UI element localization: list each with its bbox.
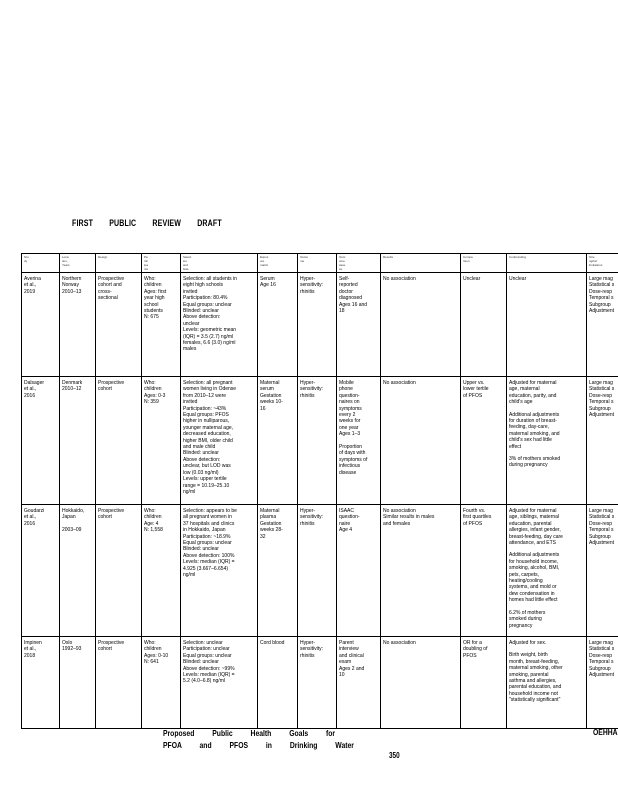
cell-selection: Selection: all students in eight high schools invited Participation: 80.4% Equal groups: unclear Blinded: unclear Above detection: unclear Levels: geometric mean (IQR) = 3.5 (2.7) ng/ml females, 6.6 (3.0) ng/ml males xyxy=(181,273,258,377)
footer-title xyxy=(163,727,354,751)
confounding-paragraph: 3% of mothers smoked during pregnancy xyxy=(509,456,561,469)
column-header: Design xyxy=(96,254,142,273)
cell-exposure: Serum Age 16 xyxy=(258,273,298,377)
cell-outcome: Hyper- sensitivity: rhinitis xyxy=(298,505,337,637)
cell-assessment: Self- reported doctor diagnosed Ages 16 and 18 xyxy=(337,273,381,377)
cell-assessment: Mobile phone question- naires on symptoms every 2 weeks for one year Ages 1–3 Proportion of days with symptoms of infectious disease xyxy=(337,377,381,505)
confounding-paragraph: Additional adjustments for duration of breast- feeding, day-care, maternal smoking, and child's sex had little effect xyxy=(509,411,560,450)
cell-comparison: OR for a doubling of PFOS xyxy=(461,637,507,729)
cell-design: Prospective cohort xyxy=(96,505,142,637)
footer-line-1: Proposed Public Health Goals for xyxy=(163,728,336,738)
cell-study: Goudarzi et al., 2016 xyxy=(22,505,60,637)
cell-confounding xyxy=(507,273,587,377)
confounding-paragraph: 6.2% of mothers smoked during pregnancy xyxy=(509,609,546,629)
cell-design: Prospective cohort and cross- sectional xyxy=(96,273,142,377)
cell-comparison: Unclear xyxy=(461,273,507,377)
confounding-paragraph: Adjusted for maternal age, maternal education, parity, and child's age xyxy=(509,380,557,406)
cell-comparison: Upper vs. lower tertile of PFOS xyxy=(461,377,507,505)
cell-confounding xyxy=(507,505,587,637)
cell-strengths: Large mag Statistical s Dose-resp Temporal s Subgroup Adjustment xyxy=(587,273,618,377)
cell-design: Prospective cohort xyxy=(96,637,142,729)
cell-study: Dalsager et al., 2016 xyxy=(22,377,60,505)
column-header: Expos ure matrix xyxy=(258,254,298,273)
column-header: Select ion and bias xyxy=(181,254,258,273)
column-header: Compa rison xyxy=(461,254,507,273)
column-header: Outco me xyxy=(298,254,337,273)
cell-outcome: Hyper- sensitivity: rhinitis xyxy=(298,273,337,377)
cell-assessment: ISAAC question- naire Age 4 xyxy=(337,505,381,637)
confounding-paragraph: Unclear xyxy=(509,276,527,282)
cell-location: Oslo 1992–93 xyxy=(60,637,96,729)
column-header: Results xyxy=(381,254,461,273)
confounding-paragraph: Adjusted for sex. xyxy=(509,640,547,646)
cell-participants: Who: children Ages: first year high school students N: 675 xyxy=(142,273,181,377)
cell-selection: Selection: appears to be all pregnant women in 37 hospitals and clinics in Hokkaido, Japan Participation: ~18.9% Equal groups: unclear Blinded: unclear Above detection: 100% Levels: median (IQR) = 4.925 (3.667–6.654) ng/ml xyxy=(181,505,258,637)
cell-results: No association xyxy=(381,637,461,729)
table-row xyxy=(22,505,618,637)
cell-comparison: Fourth vs. first quartiles of PFOS xyxy=(461,505,507,637)
cell-participants: Who: children Age: 4 N: 1,558 xyxy=(142,505,181,637)
cell-confounding xyxy=(507,637,587,729)
table-row xyxy=(22,377,618,505)
confounding-paragraph: Additional adjustments for household income, smoking, alcohol, BMI, pets, carpets, heating/cooling systems, and mold or dew condensation in homes had little effect xyxy=(509,552,560,604)
column-header: Outc ome asse ss. xyxy=(337,254,381,273)
table-row xyxy=(22,273,618,377)
cell-strengths: Large mag Statistical s Dose-resp Temporal s Subgroup Adjustment xyxy=(587,637,618,729)
cell-study: Impinen et al., 2018 xyxy=(22,637,60,729)
cell-study: Averina et al., 2019 xyxy=(22,273,60,377)
cell-selection: Selection: unclear Participation: unclear Equal groups: unclear Blinded: unclear Above detection: ~99% Levels: median (IQR) = 5.2 (4.0–6.8) ng/ml xyxy=(181,637,258,729)
page-number: 350 xyxy=(389,751,400,760)
table-row xyxy=(22,637,618,729)
cell-exposure: Cord blood xyxy=(258,637,298,729)
cell-strengths: Large mag Statistical s Dose-resp Temporal s Subgroup Adjustment xyxy=(587,377,618,505)
cell-assessment: Parent interview and clinical exam Ages 2 and 10 xyxy=(337,637,381,729)
column-header: Stre ngths/ limitations xyxy=(587,254,618,273)
cell-participants: Who: children Ages: 0-3 N: 359 xyxy=(142,377,181,505)
footer-line-2: PFOA and PFOS in Drinking Water xyxy=(163,740,354,750)
cell-location: Northern Norway 2010–13 xyxy=(60,273,96,377)
confounding-paragraph: Adjusted for maternal age, siblings, maternal education, parental allergies, infant gender, breast-feeding, day care attendance, and ETS xyxy=(509,508,563,547)
cell-results: No association xyxy=(381,377,461,505)
column-header: Pa rtic ipa nts xyxy=(142,254,181,273)
footer-org: OEHHA xyxy=(593,727,618,737)
confounding-paragraph: Birth weight, birth month, breast-feeding, maternal smoking, other smoking, parental asthma and allergies, parental education, and household income not "statistically significant" xyxy=(509,652,563,704)
cell-location: Hokkaido, Japan 2003–09 xyxy=(60,505,96,637)
cell-strengths: Large mag Statistical s Dose-resp Temporal s Subgroup Adjustment xyxy=(587,505,618,637)
draft-label: FIRST PUBLIC REVIEW DRAFT xyxy=(72,218,222,228)
cell-outcome: Hyper- sensitivity: rhinitis xyxy=(298,637,337,729)
table-header-row xyxy=(22,254,618,273)
cell-confounding xyxy=(507,377,587,505)
cell-results: No association Similar results in males and females xyxy=(381,505,461,637)
cell-location: Denmark 2010–12 xyxy=(60,377,96,505)
cell-outcome: Hyper- sensitivity: rhinitis xyxy=(298,377,337,505)
cell-exposure: Maternal serum Gestation weeks 10- 16 xyxy=(258,377,298,505)
cell-participants: Who: children Ages: 0-10 N: 641 xyxy=(142,637,181,729)
cell-exposure: Maternal plasma Gestation weeks 28- 32 xyxy=(258,505,298,637)
column-header: Confounding xyxy=(507,254,587,273)
cell-design: Prospective cohort xyxy=(96,377,142,505)
cell-results: No association xyxy=(381,273,461,377)
column-header: Stu dy xyxy=(22,254,60,273)
evidence-table xyxy=(21,253,618,729)
cell-selection: Selection: all pregnant women living in Odense from 2010–12 were invited Participation: ~43% Equal groups: PFOS higher in nulliparous, younger maternal age, decreased education, higher BMI, older child and male child Blinded: unclear Above detection: unclear, but LOD was low (0.03 ng/ml) Levels: upper tertile range = 10.19–25.10 ng/ml xyxy=(181,377,258,505)
column-header: Loca tion, Years xyxy=(60,254,96,273)
